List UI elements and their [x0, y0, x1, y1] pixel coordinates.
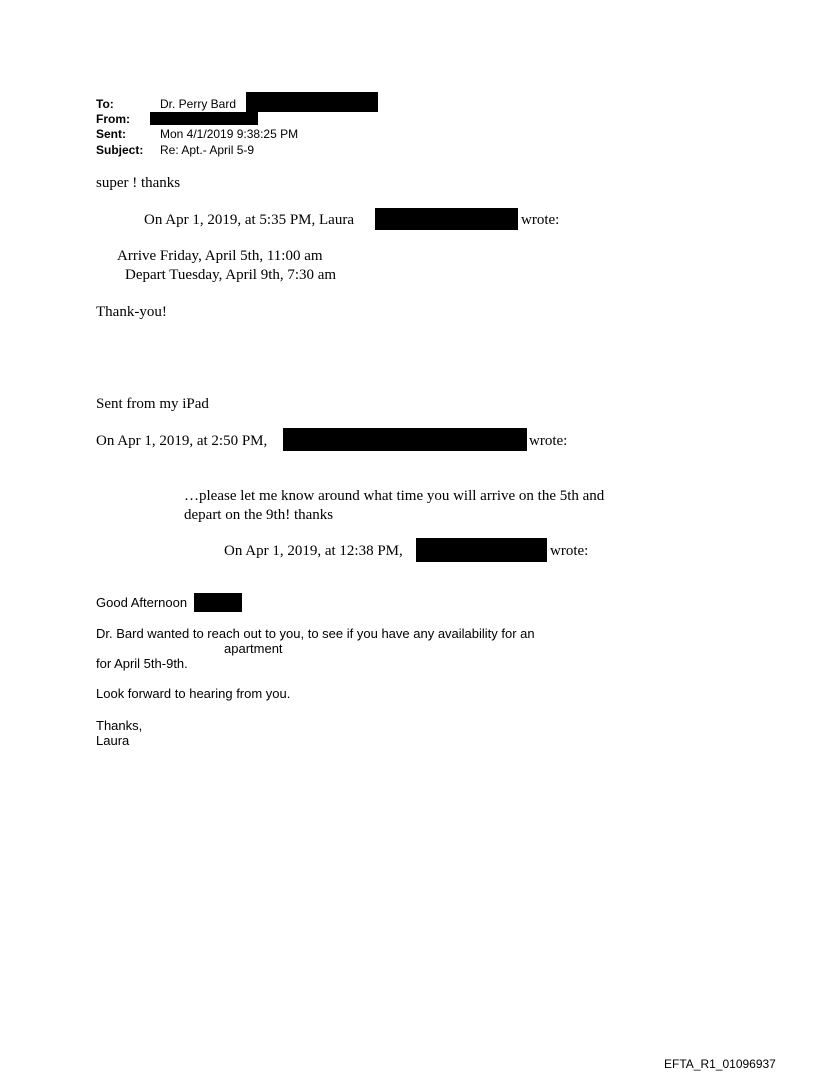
redaction-box [246, 92, 378, 112]
to-label: To: [96, 97, 114, 111]
para2: Look forward to hearing from you. [96, 686, 291, 701]
document-id: EFTA_R1_01096937 [664, 1057, 776, 1071]
quote1-wrote: wrote: [521, 212, 560, 228]
para1-line2: apartment [224, 641, 283, 656]
from-label: From: [96, 112, 130, 126]
redaction-box [375, 208, 518, 230]
sent-label: Sent: [96, 127, 126, 141]
closing-name: Laura [96, 733, 130, 748]
closing: Thanks, [96, 718, 143, 733]
para1-line1: Dr. Bard wanted to reach out to you, to see if you have any availability for an [96, 626, 535, 641]
to-value: Dr. Perry Bard [160, 97, 237, 111]
redaction-box [150, 112, 258, 125]
sent-value: Mon 4/1/2019 9:38:25 PM [160, 127, 299, 141]
quote1-intro: On Apr 1, 2019, at 5:35 PM, Laura [144, 212, 354, 228]
para1-line3: for April 5th-9th. [96, 656, 188, 671]
arrive-line: Arrive Friday, April 5th, 11:00 am [117, 248, 323, 264]
signature-line: Sent from my iPad [96, 396, 209, 412]
greeting: Good Afternoon [96, 595, 188, 610]
redaction-box [416, 538, 547, 562]
quote2-line2: depart on the 9th! thanks [184, 507, 334, 523]
quote2-wrote: wrote: [529, 433, 568, 449]
depart-line: Depart Tuesday, April 9th, 7:30 am [125, 267, 337, 283]
quote3-wrote: wrote: [550, 543, 589, 559]
quote2-intro: On Apr 1, 2019, at 2:50 PM, [96, 433, 268, 449]
quote2-line1: …please let me know around what time you will arrive on the 5th and [184, 488, 605, 504]
subject-value: Re: Apt.- April 5-9 [160, 143, 255, 157]
redaction-box [283, 428, 527, 451]
quote3-intro: On Apr 1, 2019, at 12:38 PM, [224, 543, 403, 559]
thanks-line: Thank-you! [96, 304, 167, 320]
reply-text: super ! thanks [96, 175, 181, 191]
subject-label: Subject: [96, 143, 144, 157]
redaction-box [194, 593, 242, 612]
